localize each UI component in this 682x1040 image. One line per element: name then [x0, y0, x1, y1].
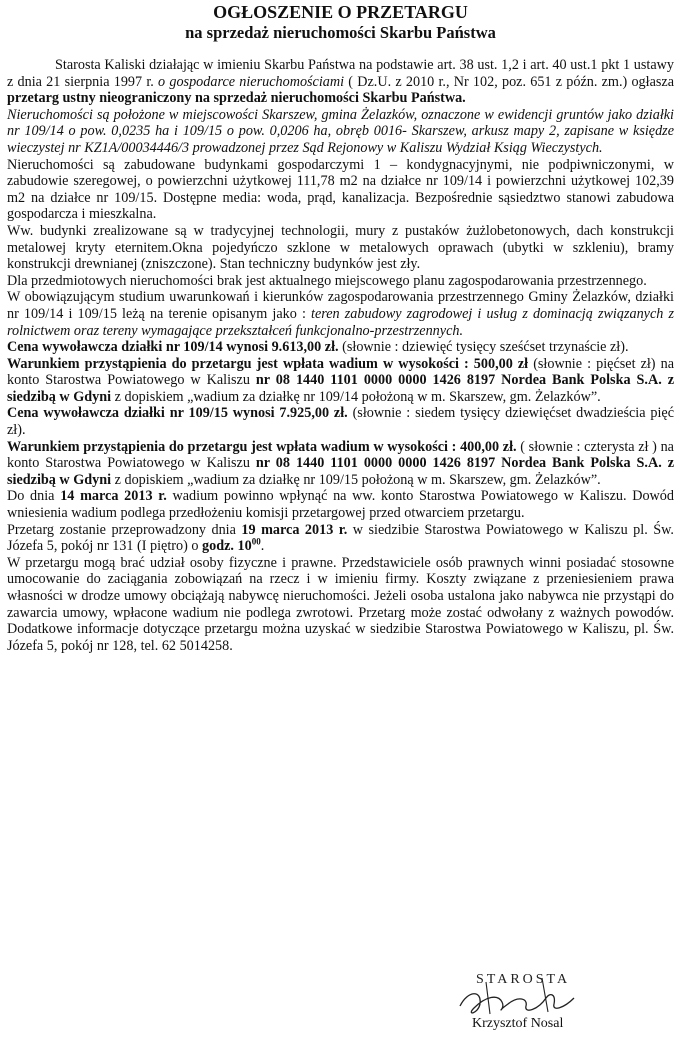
deposit-109-14-amount: Warunkiem przystąpienia do przetargu jest wpłata wadium w wysokości : 500,00 zł	[7, 355, 529, 372]
participants-paragraph: W przetargu mogą brać udział osoby fizyczne i prawne. Przedstawiciele osób prawnych winni posiadać stosowne umocowanie do zaciągania zobowiązań na rzecz i w imieniu firmy. Koszty związane z przeniesieniem prawa własności w drodze umowy obciążają nabywcę nieruchomości. Jeżeli osoba ustalona jako nabywca nie przystąpi do zawarcia umowy, wpłacone wadium nie podlega zwrotowi. Przetarg może zostać odwołany z ważnych powodów. Dodatkowe informacje dotyczące przetargu można uzyskać w siedzibie Starostwa Powiatowego w Kaliszu, pl. Św. Józefa 5, pokój nr 128, tel. 62 5014258.	[7, 554, 674, 654]
price-109-14-words: (słownie : dziewięć tysięcy sześćset trzynaście zł).	[338, 339, 629, 356]
auction-date: 19 marca 2013 r.	[241, 521, 348, 538]
location-text: Nieruchomości są położone w miejscowości Skarszew, gmina Żelazków, oznaczone w ewidencji gruntów jako działki nr 109/14 o pow. 0,0235 ha i 109/15 o pow. 0,0206 ha, obręb 0016- Skarszew, arkusz mapy 2, zapisane w księdze wieczystej nr KZ1A/00034446/3 prowadzonej przez Sąd Rejonowy w Kaliszu Wydział Ksiąg Wieczystych.	[7, 106, 674, 156]
deadline-date: 14 marca 2013 r.	[60, 488, 167, 505]
auction-text: Przetarg zostanie przeprowadzony dnia	[7, 521, 242, 538]
deposit-109-15-account: nr 08 1440 1101 0000 0000 1426 8197 Nordea Bank Polska S.A. z siedzibą w Gdyni	[7, 455, 675, 488]
auction-paragraph	[7, 522, 674, 555]
price-109-14-value: Cena wywoławcza działki nr 109/14 wynosi 9.613,00 zł.	[7, 339, 339, 356]
buildings-paragraph: Nieruchomości są zabudowane budynkami gospodarczymi 1 – kondygnacyjnymi, nie podpiwniczonymi, w zabudowie szeregowej, o powierzchni użytkowej 111,78 m2 na działce nr 109/14 i powierzchni użytkowej 102,39 m2 na działce nr 109/15. Dostępne media: woda, prąd, kanalizacja. Bezpośrednie sąsiedztwo stanowi zabudowa gospodarcza i mieszkalna.	[7, 156, 674, 223]
deposit-109-15-text: ( słownie : czterysta zł ) na konto Starostwa Powiatowego w Kaliszu	[7, 438, 674, 472]
act-name: o gospodarce nieruchomościami	[158, 73, 345, 90]
auction-time-minutes: 00	[251, 536, 261, 547]
deadline-paragraph	[7, 488, 674, 521]
construction-paragraph: Ww. budynki zrealizowane są w tradycyjnej technologii, mury z pustaków żużlobetonowych, dach konstrukcji metalowej kryty eternitem.Okna pojedyńczo szklone w metalowych oprawach (ubytki w szkleniu), bramy konstrukcji drewnianej (zniszczone). Stan techniczny budynków jest zły.	[7, 222, 674, 273]
price-109-15	[7, 405, 674, 438]
auction-end: .	[260, 538, 265, 555]
price-109-15-value: Cena wywoławcza działki nr 109/15 wynosi 7.925,00 zł.	[7, 405, 348, 422]
signature-role: STAROSTA	[476, 972, 571, 987]
price-109-15-words: (słownie : siedem tysięcy dziewięćset dwadzieścia pięć zł).	[7, 405, 674, 439]
deposit-109-14-account: nr 08 1440 1101 0000 0000 1426 8197 Nordea Bank Polska S.A. z siedzibą w Gdyni	[7, 372, 675, 405]
deposit-109-15-amount: Warunkiem przystąpienia do przetargu jest wpłata wadium w wysokości : 400,00 zł.	[7, 438, 517, 455]
study-designation: teren zabudowy zagrodowej i usług z dominacją związanych z rolnictwem oraz tereny wymagające przekształceń funkcjonalno-przestrzennych.	[7, 305, 674, 339]
deposit-109-15-note: z dopiskiem „wadium za działkę nr 109/15 położoną w m. Skarszew, gm. Żelazków”.	[111, 471, 601, 488]
auction-time-hour: godz. 10	[202, 538, 252, 555]
study-paragraph	[7, 289, 674, 339]
signature-name: Krzysztof Nosal	[472, 1016, 564, 1031]
signature-block	[446, 968, 606, 1038]
plan-paragraph: Dla przedmiotowych nieruchomości brak jest aktualnego miejscowego planu zagospodarowania przestrzennego.	[7, 272, 647, 289]
location-paragraph	[7, 107, 674, 157]
auction-time	[202, 538, 261, 554]
page-subtitle: na sprzedaż nieruchomości Skarbu Państwa	[185, 23, 496, 42]
intro-text: Starosta Kaliski działając w imieniu Skarbu Państwa na podstawie art. 38 ust. 1,2 i art. 40 ust.1 pkt 1 ustawy z dnia 21 sierpnia 1997 r.	[7, 57, 674, 90]
page-title: OGŁOSZENIE O PRZETARGU	[213, 2, 468, 22]
deposit-109-14-text: (słownie : pięćset zł) na konto Starostwa Powiatowego w Kaliszu	[7, 355, 674, 389]
deadline-text-2: wadium powinno wpłynąć na ww. konto Starostwa Powiatowego w Kaliszu. Dowód wniesienia wadium podlega przedłożeniu komisji przetargowej przed otwarciem przetargu.	[7, 488, 674, 522]
auction-place: w siedzibie Starostwa Powiatowego w Kaliszu pl. Św. Józefa 5, pokój nr 131 (I piętro) o	[7, 521, 674, 555]
price-109-14	[7, 339, 674, 356]
deposit-109-14	[7, 356, 674, 406]
tender-type: przetarg ustny nieograniczony na sprzedaż nieruchomości Skarbu Państwa.	[7, 90, 466, 107]
intro-paragraph	[7, 57, 674, 107]
deposit-109-15	[7, 439, 674, 489]
intro-text-2: ( Dz.U. z 2010 r., Nr 102, poz. 651 z późn. zm.) ogłasza	[344, 73, 674, 90]
study-text: W obowiązującym studium uwarunkowań i kierunków zagospodarowania przestrzennego Gminy Żelazków, działki nr 109/14 i 109/15 leżą na terenie opisanym jako :	[7, 289, 674, 322]
deadline-text: Do dnia	[7, 488, 61, 505]
deposit-109-14-note: z dopiskiem „wadium za działkę nr 109/14 położoną w m. Skarszew, gm. Żelazków”.	[111, 388, 601, 405]
